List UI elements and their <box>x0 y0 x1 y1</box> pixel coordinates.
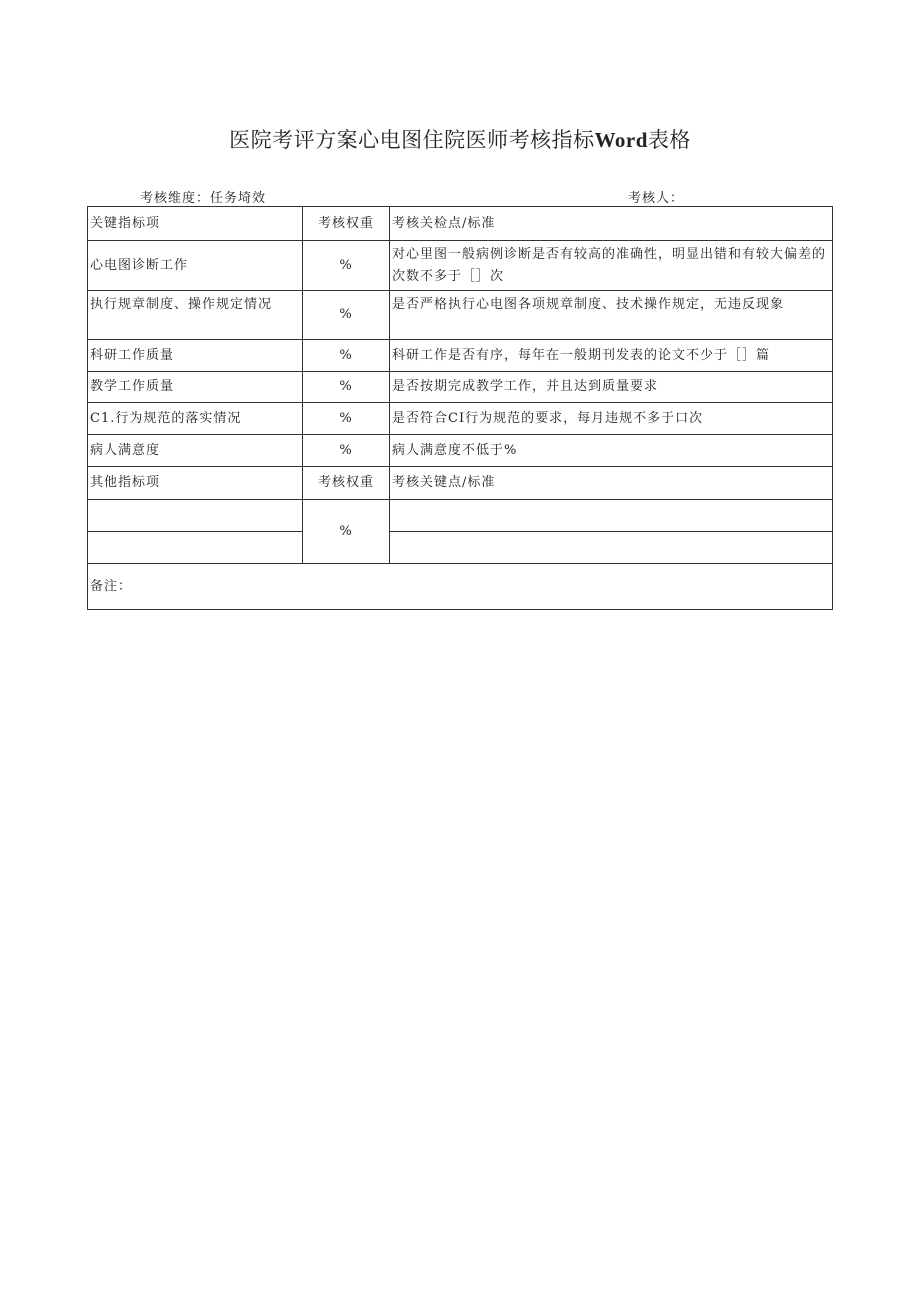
other-row <box>88 532 833 564</box>
table-row <box>88 340 833 372</box>
remarks-row <box>88 564 833 610</box>
other-item-cell <box>88 532 303 564</box>
other-criteria-cell <box>390 500 833 532</box>
row-criteria: 病人满意度不低于% <box>390 435 833 467</box>
row-criteria: 科研工作是否有序，每年在一般期刊发表的论文不少于［］篇 <box>390 340 833 372</box>
row-item: 病人满意度 <box>88 435 303 467</box>
row-criteria: 是否符合CI行为规范的要求，每月违规不多于口次 <box>390 403 833 435</box>
other-row <box>88 500 833 532</box>
header-row <box>88 207 833 241</box>
assessor-label: 考核人： <box>628 191 685 206</box>
header-weight: 考核权重 <box>303 207 390 241</box>
row-weight: % <box>303 340 390 372</box>
row-weight: % <box>303 435 390 467</box>
assessment-table <box>87 206 833 610</box>
other-header-row <box>88 467 833 500</box>
dimension-label: 考核维度：任务埼效 <box>140 191 267 206</box>
row-weight: % <box>303 403 390 435</box>
row-item: 心电图诊断工作 <box>88 241 303 291</box>
other-header-criteria: 考核关键点/标准 <box>390 467 833 500</box>
page-title: 医院考评方案心电图住院医师考核指标Word表格 <box>229 128 691 152</box>
row-weight: % <box>303 291 390 340</box>
table-row <box>88 291 833 340</box>
other-header-item: 其他指标项 <box>88 467 303 500</box>
other-item-cell <box>88 500 303 532</box>
table-row <box>88 403 833 435</box>
row-item: 执行规章制度、操作规定情况 <box>88 291 303 340</box>
table-row <box>88 241 833 291</box>
row-criteria: 是否严格执行心电图各项规章制度、技术操作规定，无违反现象 <box>390 291 833 340</box>
row-item: 科研工作质量 <box>88 340 303 372</box>
row-weight: % <box>303 241 390 291</box>
row-weight: % <box>303 372 390 403</box>
other-weight: % <box>303 500 390 564</box>
remarks-cell: 备注： <box>88 564 833 610</box>
header-criteria: 考核关检点/标准 <box>390 207 833 241</box>
other-criteria-cell <box>390 532 833 564</box>
row-item: C1.行为规范的落实情况 <box>88 403 303 435</box>
row-item: 教学工作质量 <box>88 372 303 403</box>
row-criteria: 对心里图一般病例诊断是否有较高的准确性，明显出错和有较大偏差的次数不多于［］次 <box>390 241 833 291</box>
table-row <box>88 435 833 467</box>
table-row <box>88 372 833 403</box>
header-item: 关键指标项 <box>88 207 303 241</box>
row-criteria: 是否按期完成教学工作，并且达到质量要求 <box>390 372 833 403</box>
other-header-weight: 考核权重 <box>303 467 390 500</box>
